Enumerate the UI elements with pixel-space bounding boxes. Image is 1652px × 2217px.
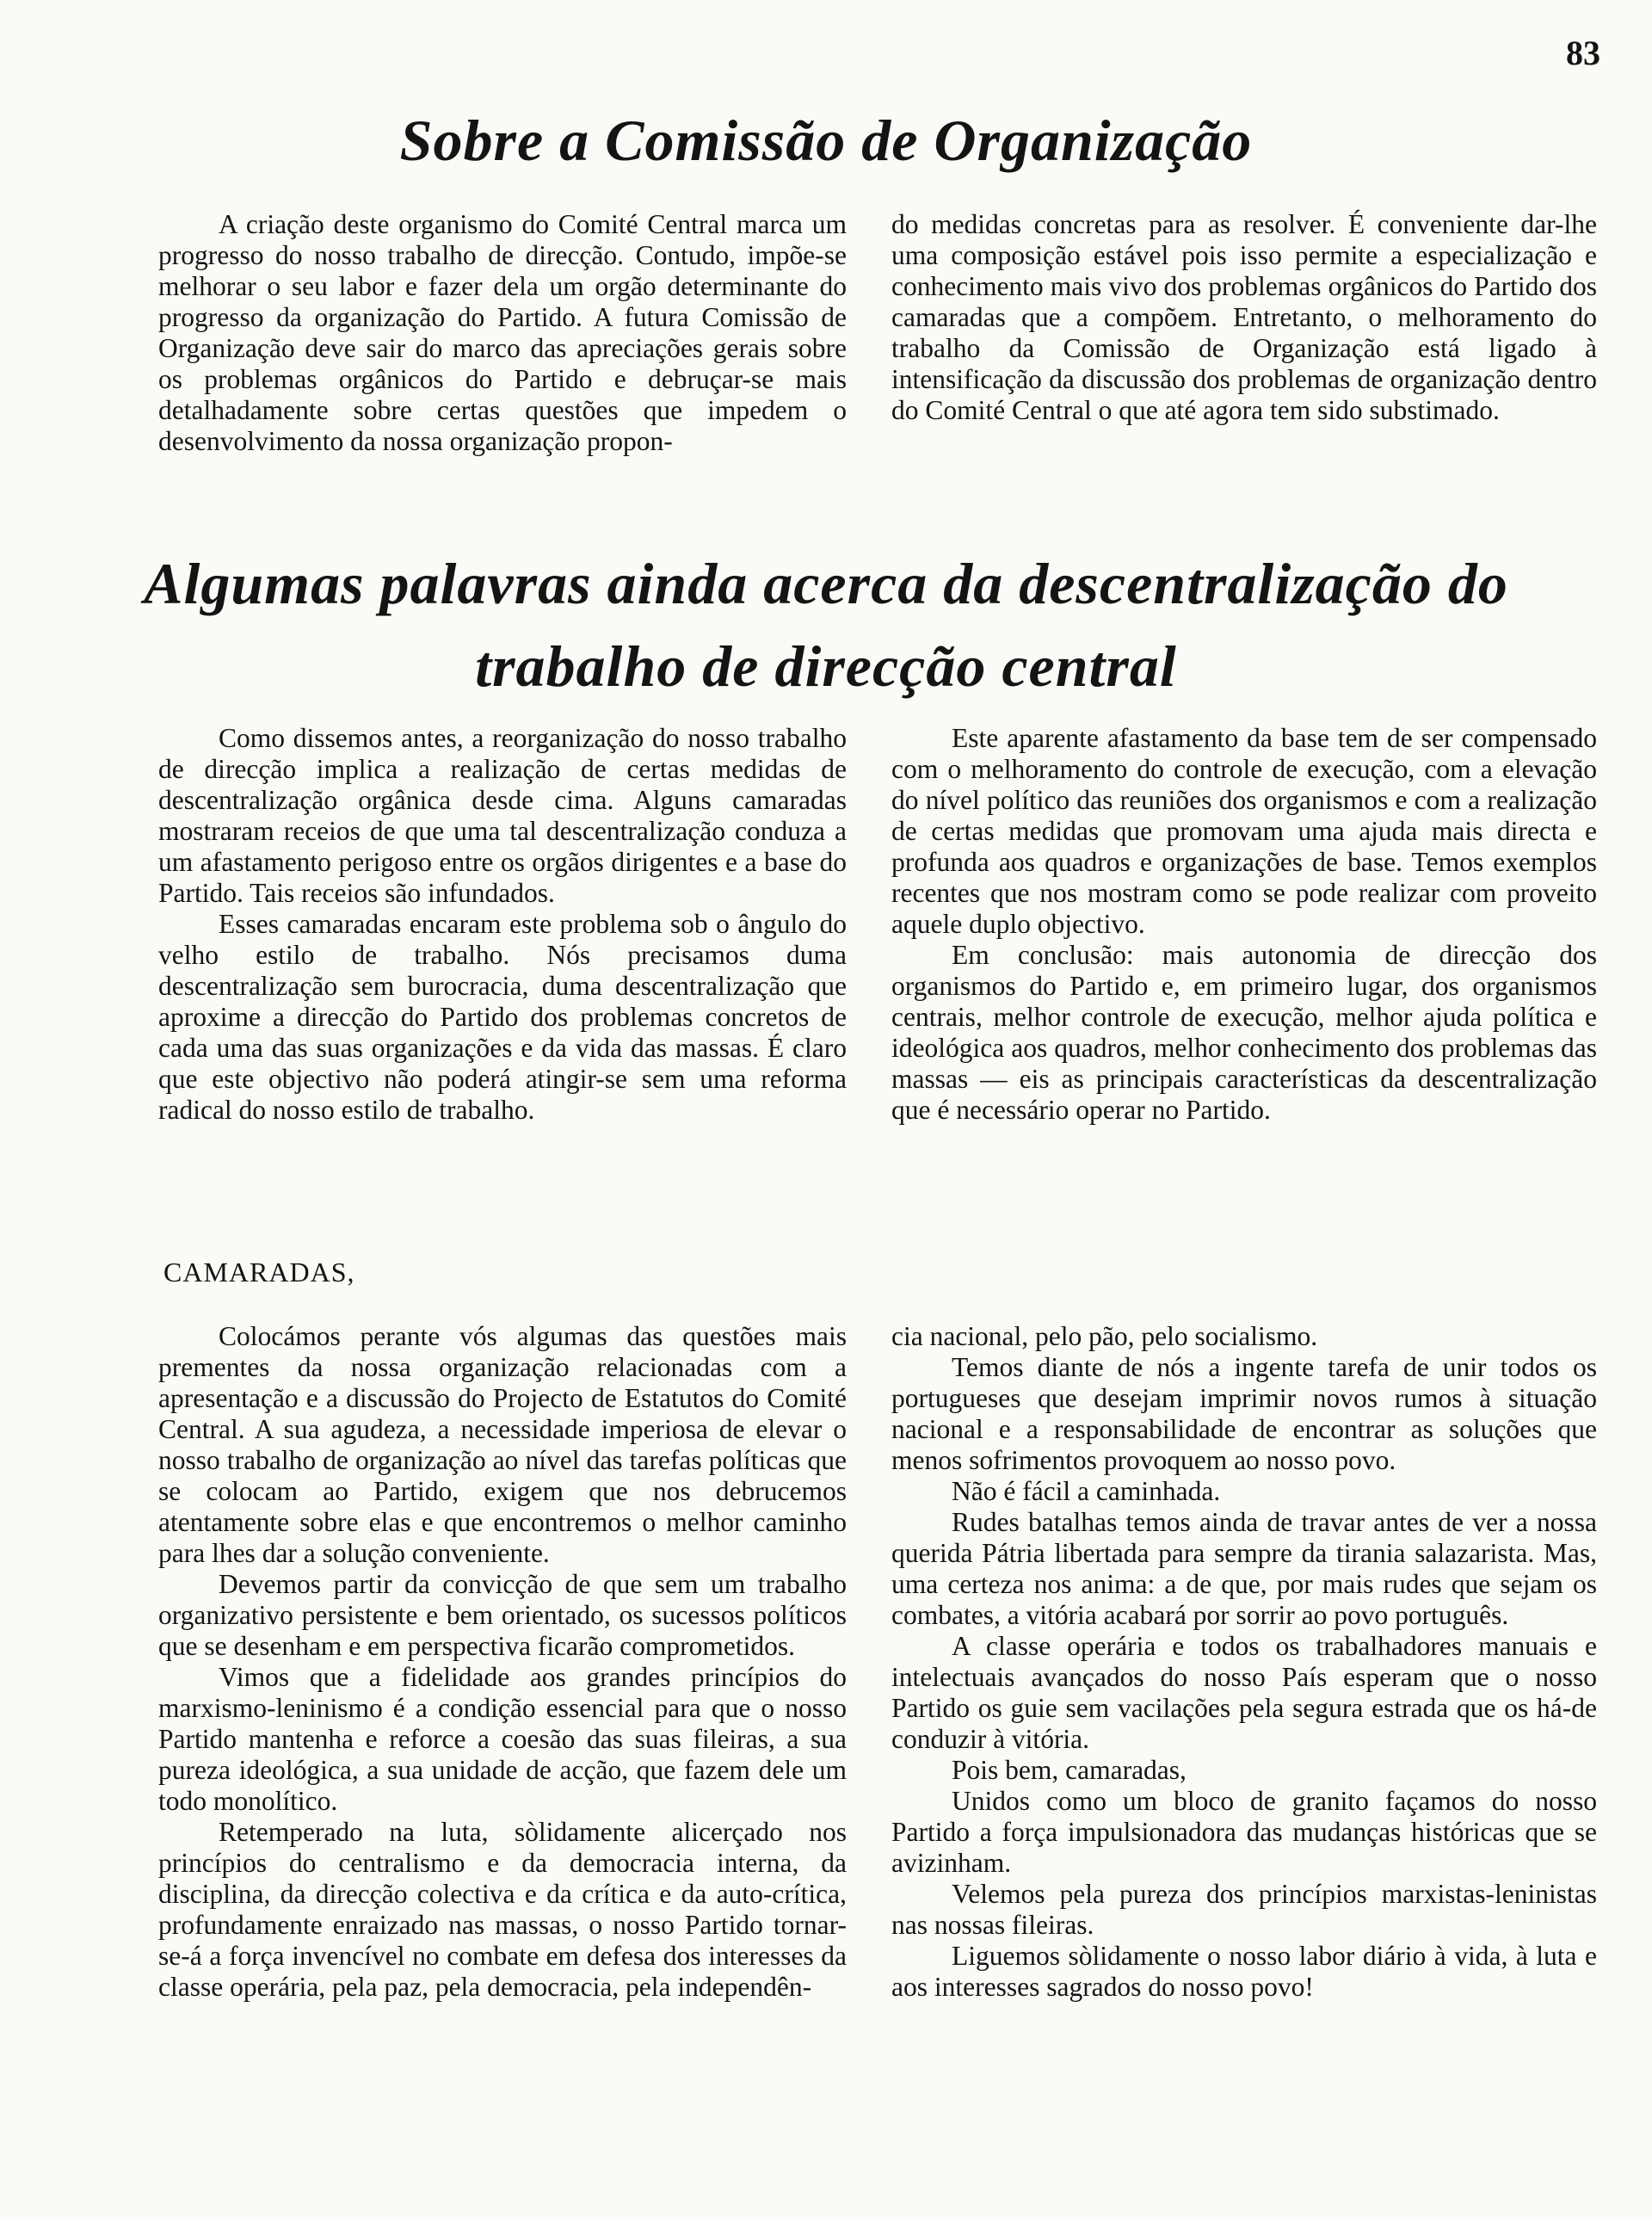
paragraph: Como dissemos antes, a reorganização do nosso trabalho de direcção implica a realização de certas medidas de descentralização orgânica desde cima. Alguns camaradas mostraram receios de que uma tal descentralização conduza a um afastamento perigoso entre os orgãos dirigentes e a base do Partido. Tais receios são infundados. <box>158 723 847 908</box>
paragraph: Vimos que a fidelidade aos grandes princípios do marxismo-leninismo é a condição essencial para que o nosso Partido mantenha e reforce a coesão das suas fileiras, a sua pureza ideológica, a sua unidade de acção, que fazem dele um todo monolítico. <box>158 1662 847 1816</box>
paragraph: Retemperado na luta, sòlidamente alicerçado nos princípios do centralismo e da democracia interna, da disciplina, da direcção colectiva e da crítica e da auto-crítica, profundamente enraizado nas massas, o nosso Partido tornar-se-á a força invencível no combate em defesa dos interesses da classe operária, pela paz, pela democracia, pela independên- <box>158 1817 847 2002</box>
paragraph: A criação deste organismo do Comité Central marca um progresso do nosso trabalho de direcção. Contudo, impõe-se melhorar o seu labor e fazer dela um orgão determinante do progresso da organização do Partido. A futura Comissão de Organização deve sair do marco das apreciações gerais sobre os problemas orgânicos do Partido e debruçar-se mais detalhadamente sobre certas questões que impedem o desenvolvimento da nossa organização propon- <box>158 209 847 456</box>
page-number: 83 <box>1566 34 1600 72</box>
paragraph: do medidas concretas para as resolver. É conveniente dar-lhe uma composição estável pois isso permite a especialização e conhecimento mais vivo dos problemas orgânicos do Partido dos camaradas que a compõem. Entretanto, o melhoramento do trabalho da Comissão de Organização está ligado à intensificação da discussão dos problemas de organização dentro do Comité Central o que até agora tem sido substimado. <box>891 209 1597 425</box>
section2-left-column <box>158 723 847 1126</box>
title-line-2: trabalho de direcção central <box>475 633 1177 699</box>
paragraph: A classe operária e todos os trabalhadores manuais e intelectuais avançados do nosso País esperam que o nosso Partido os guie sem vacilações pela segura estrada que os há-de conduzir à vitória. <box>891 1631 1597 1754</box>
paragraph: Não é fácil a caminhada. <box>952 1476 1221 1506</box>
paragraph: Devemos partir da convicção de que sem um trabalho organizativo persistente e bem orientado, os sucessos políticos que se desenham e em perspectiva ficarão comprometidos. <box>158 1569 847 1661</box>
section1-right-column <box>891 209 1597 426</box>
paragraph: Liguemos sòlidamente o nosso labor diário à vida, à luta e aos interesses sagrados do nosso povo! <box>891 1941 1597 2002</box>
paragraph: cia nacional, pelo pão, pelo socialismo. <box>891 1321 1318 1351</box>
title-line-1: Algumas palavras ainda acerca da descentralização do <box>144 551 1508 616</box>
paragraph: Unidos como um bloco de granito façamos do nosso Partido a força impulsionadora das mudanças históricas que se avizinham. <box>891 1786 1597 1878</box>
paragraph: Colocámos perante vós algumas das questões mais prementes da nossa organização relacionadas com a apresentação e a discussão do Projecto de Estatutos do Comité Central. A sua agudeza, a necessidade imperiosa de elevar o nosso trabalho de organização ao nível das tarefas políticas que se colocam ao Partido, exigem que nos debrucemos atentamente sobre elas e que encontremos o melhor caminho para lhes dar a solução conveniente. <box>158 1321 847 1568</box>
paragraph: Temos diante de nós a ingente tarefa de unir todos os portugueses que desejam imprimir novos rumos à situação nacional e a responsabilidade de encontrar as soluções que menos sofrimentos provoquem ao nosso povo. <box>891 1352 1597 1475</box>
section2-right-column <box>891 723 1597 1126</box>
section3-left-column <box>158 1321 847 2003</box>
salutation: CAMARADAS, <box>163 1257 355 1288</box>
paragraph: Este aparente afastamento da base tem de ser compensado com o melhoramento do controle de execução, com a elevação do nível político das reuniões dos organismos e com a realização de certas medidas que promovam uma ajuda mais directa e profunda aos quadros e organizações de base. Temos exemplos recentes que nos mostram como se pode realizar com proveito aquele duplo objectivo. <box>891 723 1597 939</box>
section-title-descentralizacao <box>0 542 1652 707</box>
paragraph: Esses camaradas encaram este problema sob o ângulo do velho estilo de trabalho. Nós precisamos duma descentralização sem burocracia, duma descentralização que aproxime a direcção do Partido dos problemas concretos de cada uma das suas organizações e da vida das massas. É claro que este objectivo não poderá atingir-se sem uma reforma radical do nosso estilo de trabalho. <box>158 909 847 1125</box>
section-title-comissao: Sobre a Comissão de Organização <box>399 108 1253 173</box>
section3-right-column <box>891 1321 1597 2003</box>
paragraph: Velemos pela pureza dos princípios marxistas-leninistas nas nossas fileiras. <box>891 1879 1597 1940</box>
paragraph: Pois bem, camaradas, <box>952 1755 1187 1785</box>
paragraph: Em conclusão: mais autonomia de direcção dos organismos do Partido e, em primeiro lugar, dos organismos centrais, melhor controle de execução, melhor ajuda política e ideológica aos quadros, melhor conhecimento dos problemas das massas — eis as principais características da descentralização que é necessário operar no Partido. <box>891 940 1597 1125</box>
section1-left-column <box>158 209 847 457</box>
paragraph: Rudes batalhas temos ainda de travar antes de ver a nossa querida Pátria libertada para sempre da tirania salazarista. Mas, uma certeza nos anima: a de que, por mais rudes que sejam os combates, a vitória acabará por sorrir ao povo português. <box>891 1507 1597 1630</box>
